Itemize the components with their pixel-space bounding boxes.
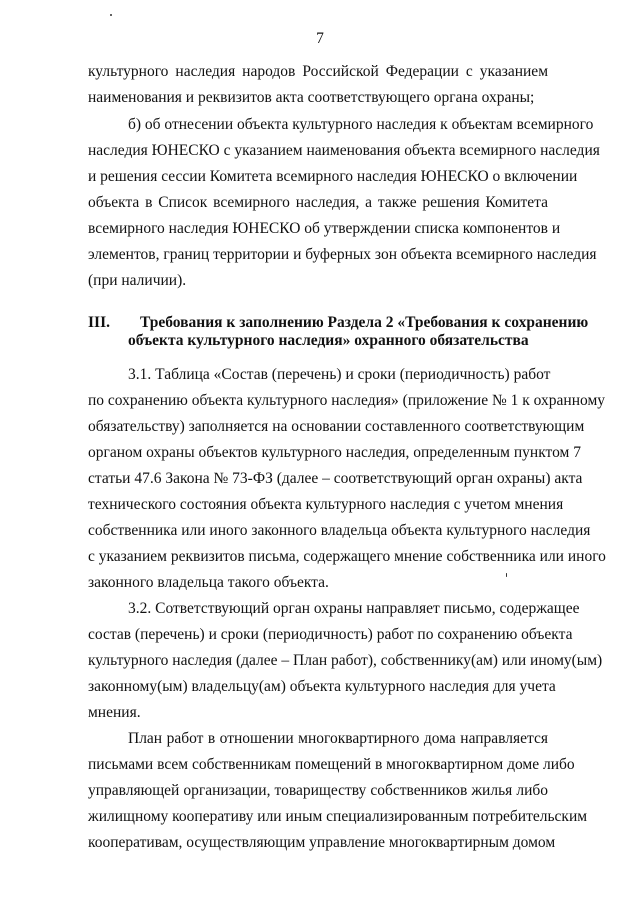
text-line: культурного наследия (далее – План работ), собственнику(ам) или иному(ым) xyxy=(88,652,603,669)
page-number: 7 xyxy=(316,30,324,47)
text-line: управляющей организации, товариществу собственников жилья либо xyxy=(88,782,548,799)
section-number: III. xyxy=(88,314,110,331)
text-line: технического состояния объекта культурного наследия с учетом мнения xyxy=(88,496,564,513)
text-line: обязательству) заполняется на основании составленного соответствующим xyxy=(88,418,585,435)
section-title-line-1: Требования к заполнению Раздела 2 «Требования к сохранению xyxy=(140,314,589,331)
text-line: законному(ым) владельцу(ам) объекта культурного наследия для учета xyxy=(88,678,556,695)
text-line: План работ в отношении многоквартирного дома направляется xyxy=(128,730,548,747)
text-line: 3.1. Таблица «Состав (перечень) и сроки (периодичность) работ xyxy=(128,366,551,383)
text-line: элементов, границ территории и буферных зон объекта всемирного наследия xyxy=(88,246,597,263)
text-line: б) об отнесении объекта культурного наследия к объектам всемирного xyxy=(128,116,594,133)
text-line: 3.2. Сответствующий орган охраны направляет письмо, содержащее xyxy=(128,600,580,617)
text-line: органом охраны объектов культурного наследия, определенным пунктом 7 xyxy=(88,444,581,461)
text-line: по сохранению объекта культурного наследия» (приложение № 1 к охранному xyxy=(88,392,606,409)
text-line: наименования и реквизитов акта соответствующего органа охраны; xyxy=(88,89,535,106)
scan-speck xyxy=(110,14,112,16)
text-line: собственника или иного законного владельца объекта культурного наследия xyxy=(88,522,591,539)
text-line: культурного наследия народов Российской Федерации с указанием xyxy=(88,63,548,80)
text-line: всемирного наследия ЮНЕСКО об утверждении списка компонентов и xyxy=(88,220,561,237)
text-line: мнения. xyxy=(88,704,141,721)
text-line: с указанием реквизитов письма, содержащего мнение собственника или иного xyxy=(88,548,606,565)
text-line: состав (перечень) и сроки (периодичность) работ по сохранению объекта xyxy=(88,626,573,643)
text-line: статьи 47.6 Закона № 73-ФЗ (далее – соответствующий орган охраны) акта xyxy=(88,470,583,487)
text-line: объекта в Список всемирного наследия, а также решения Комитета xyxy=(88,194,548,211)
text-line: кооперативам, осуществляющим управление многоквартирным домом xyxy=(88,834,556,851)
text-line: наследия ЮНЕСКО с указанием наименования объекта всемирного наследия xyxy=(88,142,600,159)
text-line: (при наличии). xyxy=(88,272,187,289)
text-line: письмами всем собственникам помещений в многоквартирном доме либо xyxy=(88,756,575,773)
text-line: жилищному кооперативу или иным специализированным потребительским xyxy=(88,808,588,825)
text-line: и решения сессии Комитета всемирного наследия ЮНЕСКО о включении xyxy=(88,168,578,185)
section-title-line-2: объекта культурного наследия» охранного обязательства xyxy=(128,332,529,349)
text-line: законного владельца такого объекта. xyxy=(88,574,329,591)
